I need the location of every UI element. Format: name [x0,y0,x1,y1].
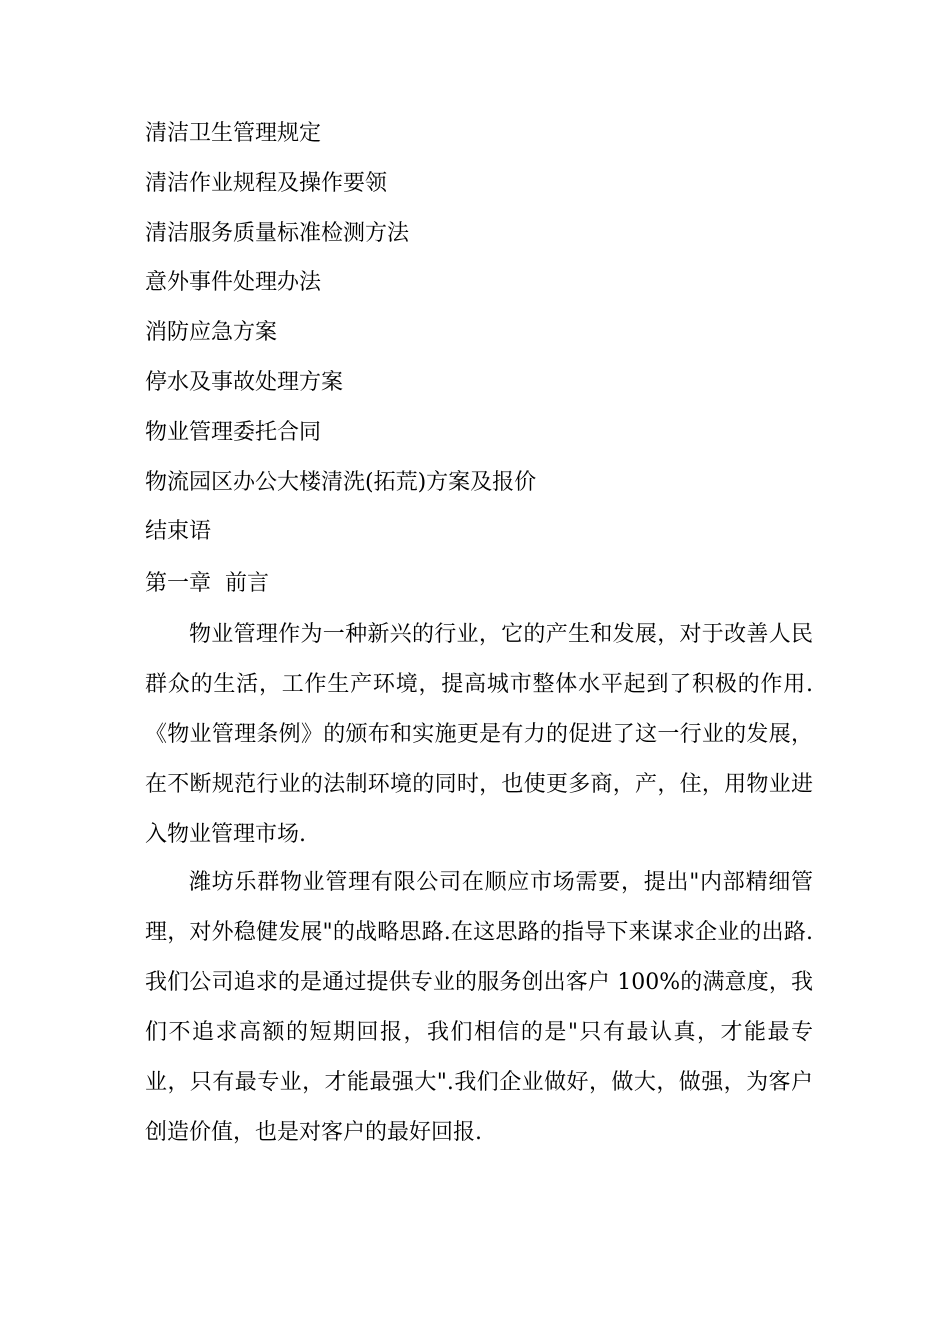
chapter-number: 第一章 [145,571,212,596]
toc-item: 意外事件处理办法 [145,270,322,296]
toc-item: 物业管理委托合同 [145,419,322,445]
toc-item: 物流园区办公大楼清洗(拓荒)方案及报价 [145,469,537,495]
chapter-heading [145,566,269,602]
chapter-title: 前言 [225,571,270,596]
toc-item: 消防应急方案 [145,320,278,346]
toc-item: 清洁服务质量标准检测方法 [145,220,410,246]
toc-item: 停水及事故处理方案 [145,369,344,395]
toc-item: 清洁卫生管理规定 [145,121,322,146]
body-paragraph-2: 潍坊乐群物业管理有限公司在顺应市场需要，提出"内部精细管理，对外稳健发展"的战略思路.在这思路的指导下来谋求企业的出路.我们公司追求的是通过提供专业的服务创出客户 100%的满意度，我们不追求高额的短期回报，我们相信的是"只有最认真，才能最专业，只有最专业，才能最强大".我们企业做好，做大，做强，为客户创造价值，也是对客户的最好回报. [145,870,813,1145]
table-of-contents [145,116,825,564]
toc-item: 结束语 [145,519,212,545]
toc-item: 清洁作业规程及操作要领 [145,170,388,196]
body-paragraph-1: 物业管理作为一种新兴的行业，它的产生和发展，对于改善人民群众的生活，工作生产环境，提高城市整体水平起到了积极的作用.《物业管理条例》的颁布和实施更是有力的促进了这一行业的发展，在不断规范行业的法制环境的同时，也使更多商，产，住，用物业进入物业管理市场. [145,622,813,847]
